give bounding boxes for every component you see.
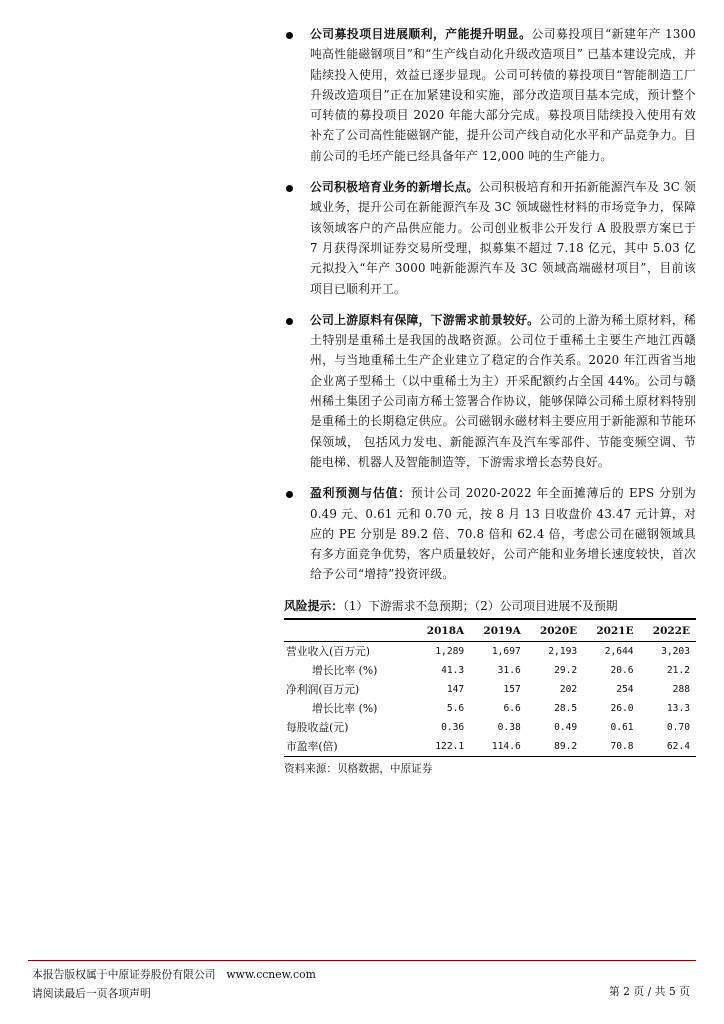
table-cell: 6.6 [503,702,521,714]
table-header-row [284,619,696,642]
table-cell: 13.3 [666,702,690,714]
bullet-heading: 公司积极培育业务的新增长点。 [310,180,479,195]
table-row [284,737,696,757]
page-number: 第 2 页 / 共 5 页 [608,985,690,998]
bullet-section [284,310,696,472]
bullet-dot-icon [286,318,293,325]
data-source-note: 资料来源：贝格数据，中原证券 [284,762,433,775]
table-cell: 0.36 [441,721,465,733]
table-cell: 0.70 [666,721,690,733]
bullet-section [284,24,696,166]
bullet-body: 公司的上游为稀土原材料，稀土特别是重稀土是我国的战略资源。公司位于重稀土主要生产地江西赣州，与当地重稀土生产企业建立了稳定的合作关系。2020 年江西省当地企业离子型稀土（以中重稀土为主）开采配额约占全国 44%。公司与赣州稀土集团子公司南方稀土签署合作协议，能够保障公司稀土原材料特别是重稀土的长期稳定供应。公司磁钢永磁材料主要应用于新能源和节能环保领域， 包括风力发电、新能源汽车及汽车零部件、节能变频空调、节能电梯、机器人及智能制造等，下游需求增长态势良好。 [310,312,696,469]
table-header-cell [284,619,414,642]
bullet-paragraph [310,24,696,166]
table-cell: 0.38 [497,721,521,733]
table-header-cell: 2018A [414,619,471,642]
table-cell: 122.1 [414,737,471,757]
table-row [284,718,696,737]
bullet-dot-icon [286,32,293,39]
table-row [284,699,696,718]
bullet-heading: 公司上游原料有保障，下游需求前景较好。 [310,312,540,327]
table-cell: 29.2 [554,664,578,676]
footer-divider [28,960,696,961]
table-cell: 2,193 [548,645,578,657]
table-cell: 28.5 [554,702,578,714]
table-cell: 3,203 [661,645,690,657]
table-cell: 41.3 [441,664,465,676]
table-header-cell: 2022E [640,619,696,642]
table-cell: 5.6 [446,702,465,714]
table-cell: 254 [616,683,634,695]
footer-disclaimer: 请阅读最后一页各项声明 [32,987,151,1000]
table-cell: 1,289 [435,645,465,657]
table-cell: 0.49 [554,721,578,733]
table-cell: 0.61 [610,721,634,733]
bullet-body: 公司积极培育和开拓新能源汽车及 3C 领域业务，提升公司在新能源汽车及 3C 领域磁性材料的市场竞争力，保障该领域客户的产品供应能力。公司创业板非公开发行 A 股股票方案已于 7 月获得深圳证券交易所受理，拟募集不超过 7.18 亿元，其中 5.03 亿元拟投入“年产 3000 吨新能源汽车及 3C 领域高端磁材项目”，目前该项目已顺利开工。 [310,180,696,296]
table-row [284,680,696,699]
table-row [284,641,696,661]
table-cell: 2,644 [604,645,634,657]
table-header-cell: 2021E [583,619,639,642]
row-label: 增长比率 (%) [312,701,378,715]
table-cell: 89.2 [527,737,583,757]
table-cell: 20.6 [610,664,634,676]
financial-forecast-table [284,618,696,757]
table-header-cell: 2019A [470,619,527,642]
bullet-section [284,177,696,299]
table-cell: 202 [559,683,578,695]
bullet-dot-icon [286,185,293,192]
row-label: 每股收益(元) [286,720,349,734]
row-label: 增长比率 (%) [312,663,378,677]
bullet-paragraph [310,483,696,584]
risk-warning [284,596,696,616]
table-cell: 26.0 [610,702,634,714]
table-cell: 157 [503,683,521,695]
table-cell: 288 [672,683,690,695]
footer-copyright: 本报告版权属于中原证券股份有限公司 www.ccnew.com [32,968,316,981]
risk-label: 风险提示： [284,598,343,613]
bullet-section [284,483,696,584]
bullet-body: 公司募投项目“新建年产 1300 吨高性能磁钢项目”和“生产线自动化升级改造项目” 已基本建设完成，并陆续投入使用，效益已逐步显现。公司可转债的募投项目“智能制造工厂升级改造项目”正在加紧建设和实施，部分改造项目基本完成，预计整个可转债的募投项目 2020 年能大部分完成。募投项目陆续投入使用有效补充了公司高性能磁钢产能，提升公司产线自动化水平和产品竞争力。目前公司的毛坯产能已经具备年产 12,000 吨的生产能力。 [310,27,696,163]
bullet-dot-icon [286,491,293,498]
table-cell: 147 [446,683,465,695]
table-cell: 21.2 [666,664,690,676]
table-cell: 31.6 [497,664,521,676]
footer-left [32,965,316,1003]
risk-text: （1）下游需求不急预期；（2）公司项目进展不及预期 [343,598,618,613]
main-content [284,24,696,776]
bullet-paragraph [310,177,696,299]
table-row [284,661,696,680]
row-label: 营业收入(百万元) [286,644,371,658]
table-header-cell: 2020E [527,619,583,642]
table-cell: 62.4 [640,737,696,757]
row-label: 市盈率(倍) [284,737,414,757]
bullet-paragraph [310,310,696,472]
table-cell: 1,697 [491,645,521,657]
bullet-heading: 盈利预测与估值： [310,486,411,501]
bullet-body: 预计公司 2020-2022 年全面摊薄后的 EPS 分别为 0.49 元、0.61 元和 0.70 元，按 8 月 13 日收盘价 43.47 元计算，对应的 PE 分别是 89.2 倍、70.8 倍和 62.4 倍，考虑公司在磁钢领域具有多方面竞争优势，客户质量较好，公司产能和业务增长速度较快，首次给予公司“增持”投资评级。 [310,486,696,582]
row-label: 净利润(百万元) [286,682,360,696]
table-cell: 114.6 [470,737,527,757]
table-cell: 70.8 [583,737,639,757]
bullet-heading: 公司募投项目进展顺利，产能提升明显。 [310,27,532,41]
